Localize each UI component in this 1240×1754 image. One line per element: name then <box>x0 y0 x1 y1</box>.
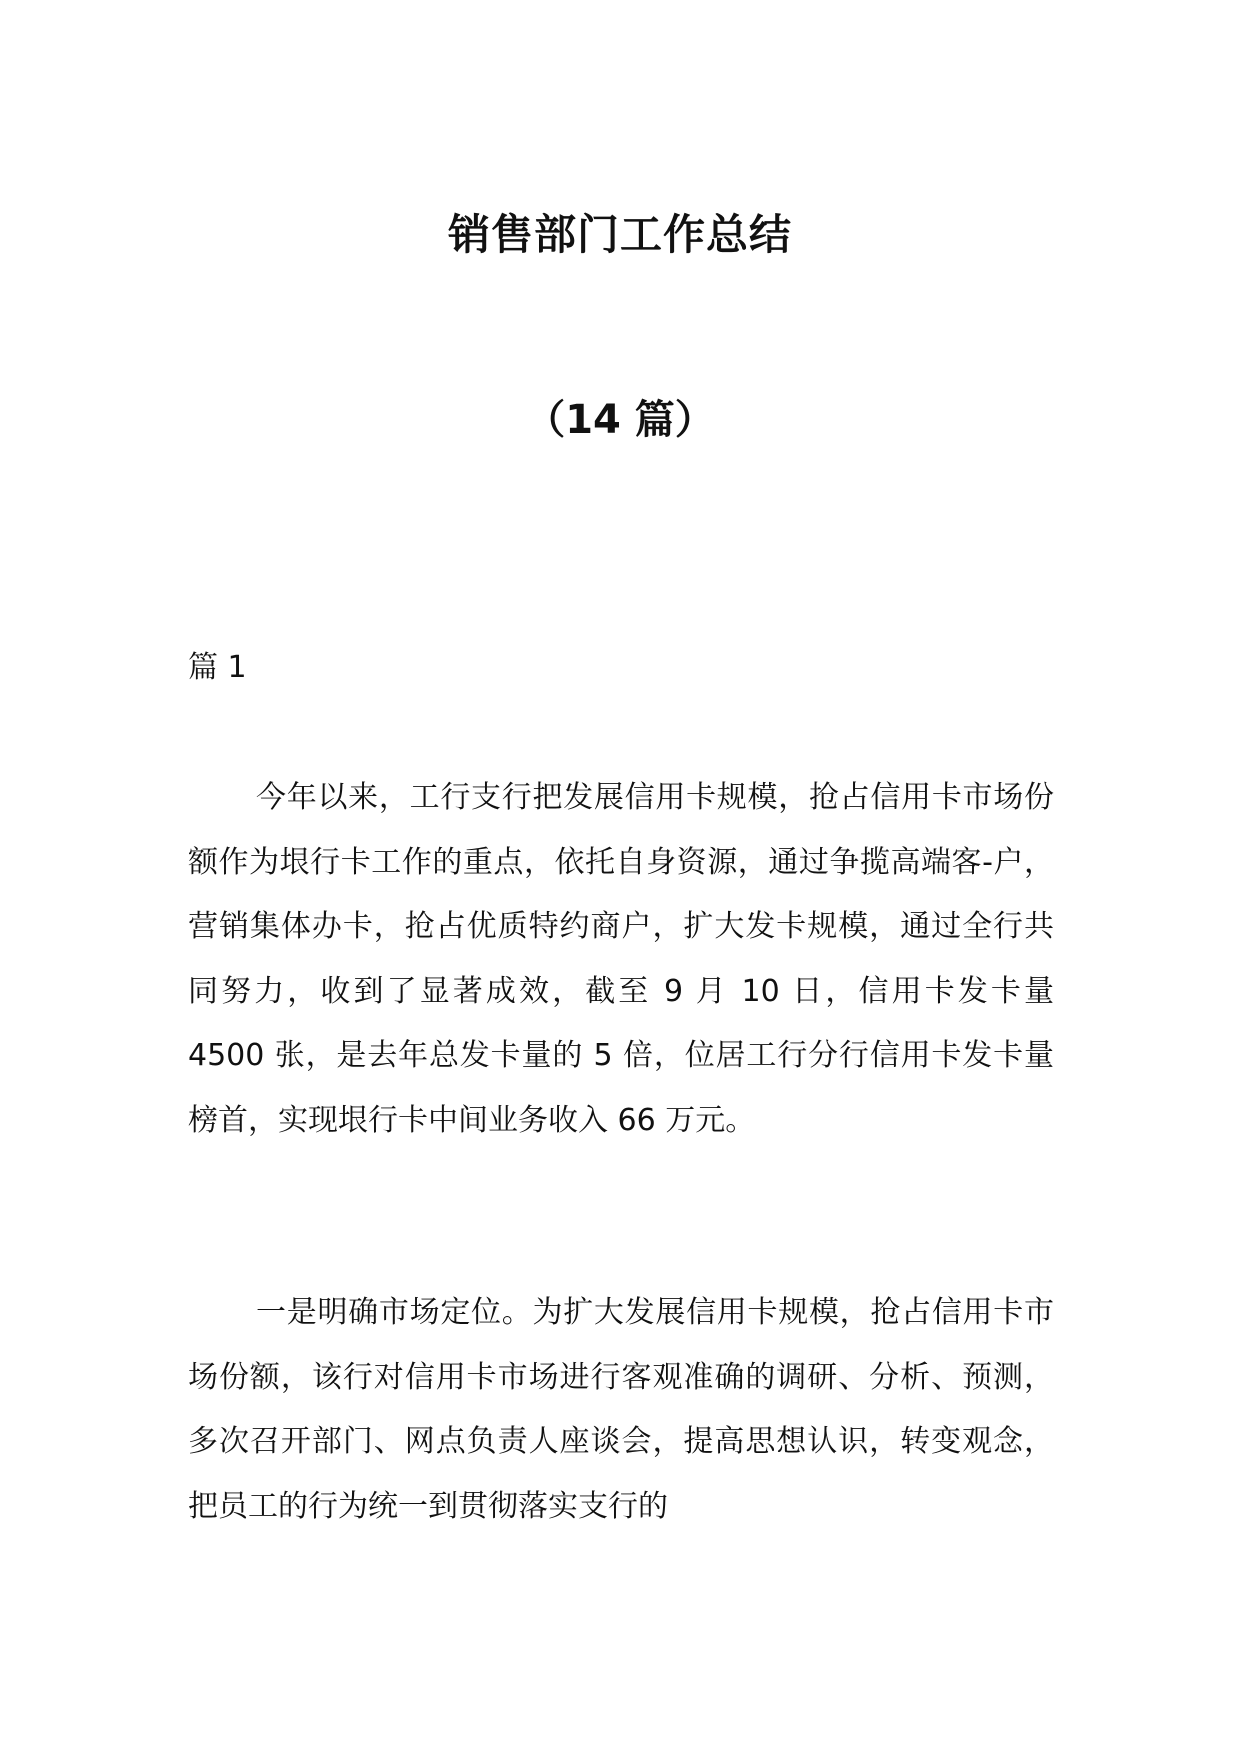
document-title: 销售部门工作总结 <box>447 210 792 259</box>
section-label: 篇 1 <box>188 650 247 685</box>
body-paragraph: 一是明确市场定位。为扩大发展信用卡规模，抢占信用卡市场份额，该行对信用卡市场进行客观准确的调研、分析、预测，多次召开部门、网点负责人座谈会，提高思想认识，转变观念，把员工的行为统一到贯彻落实支行的 <box>188 1295 1054 1524</box>
document-subtitle: （14 篇） <box>525 397 715 443</box>
body-paragraph: 今年以来，工行支行把发展信用卡规模，抢占信用卡市场份额作为垠行卡工作的重点，依托自身资源，通过争揽高端客-户，营销集体办卡，抢占优质特约商户，扩大发卡规模，通过全行共同努力，收到了显著成效，截至 9 月 10 日，信用卡发卡量 4500 张，是去年总发卡量的 5 倍，位居工行分行信用卡发卡量榜首，实现垠行卡中间业务收入 66 万元。 <box>188 780 1054 1138</box>
